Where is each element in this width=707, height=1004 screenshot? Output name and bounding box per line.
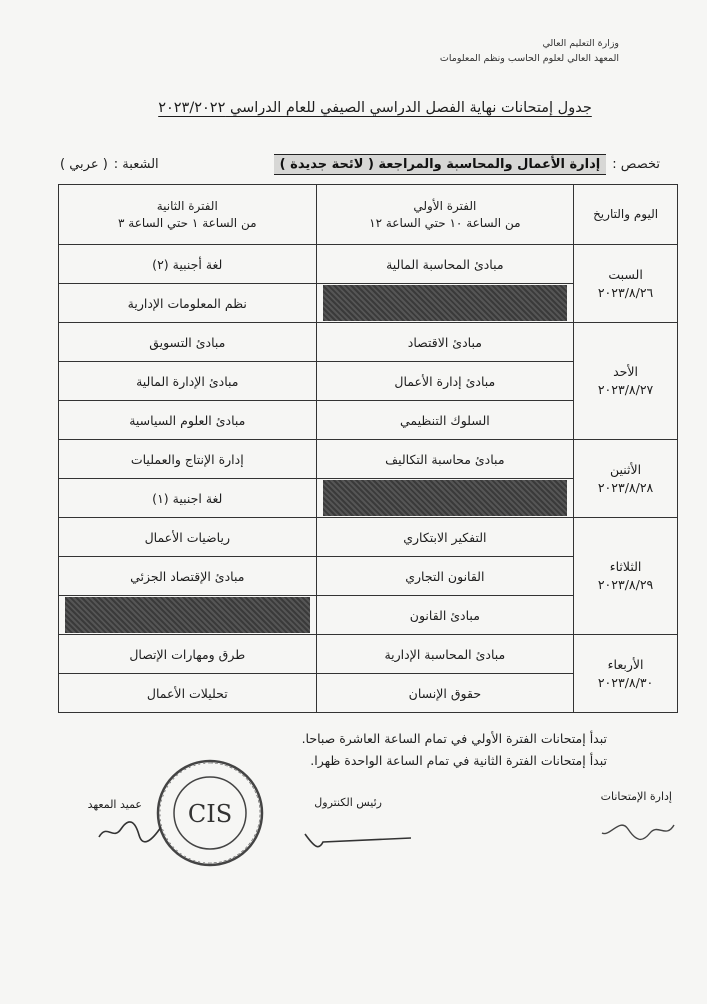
period-2-subject: مبادئ التسويق	[59, 323, 317, 362]
division-value: ( عربي )	[60, 156, 108, 172]
day-date-cell	[574, 635, 678, 713]
schedule-table	[58, 184, 678, 713]
table-row	[59, 518, 678, 557]
period-2-subject: مبادئ الإقتصاد الجزئي	[59, 557, 317, 596]
period-2-title: الفترة الثانية	[156, 198, 218, 213]
period-2-subject: رياضيات الأعمال	[59, 518, 317, 557]
day-date-cell	[574, 440, 678, 518]
schedule-body	[59, 245, 678, 713]
signature-mark-control	[295, 820, 415, 860]
period-1-subject: السلوك التنظيمي	[316, 401, 574, 440]
period-2-subject: إدارة الإنتاج والعمليات	[59, 440, 317, 479]
period-1-subject: القانون التجاري	[316, 557, 574, 596]
redaction-bar	[65, 597, 310, 633]
period-1-subject: مبادئ القانون	[316, 596, 574, 635]
table-row	[59, 440, 678, 479]
period-2-subject: تحليلات الأعمال	[59, 674, 317, 713]
period-1-subject: حقوق الإنسان	[316, 674, 574, 713]
period-2-subject: مبادئ العلوم السياسية	[59, 401, 317, 440]
signature-exams-admin: إدارة الإمتحانات	[600, 790, 672, 803]
signature-mark-dean	[95, 815, 165, 845]
period-1-title: الفترة الأولي	[413, 198, 477, 213]
exam-date: ٢٠٢٣/٨/٢٨	[597, 479, 654, 495]
ministry-name: وزارة التعليم العالي	[542, 38, 619, 49]
table-header-row	[59, 185, 678, 245]
note-line-1: تبدأ إمتحانات الفترة الأولي في تمام الساعة العاشرة صباحا.	[301, 731, 607, 746]
signature-mark-exams	[598, 815, 678, 845]
day-name: السبت	[608, 266, 643, 282]
exam-date: ٢٠٢٣/٨/٢٧	[597, 382, 654, 397]
stamp-initials: CIS	[187, 800, 233, 828]
header-period-2	[59, 185, 317, 245]
specialization-line	[60, 150, 660, 178]
division-label: الشعبة :	[113, 156, 159, 172]
period-1-time: من الساعة ١٠ حتي الساعة ١٢	[369, 215, 521, 230]
signature-dean: عميد المعهد	[87, 798, 142, 811]
specialization-label: تخصص :	[612, 156, 660, 172]
period-1-subject: مبادئ المحاسبة المالية	[316, 245, 574, 284]
day-name: الأثنين	[609, 461, 642, 477]
signature-control-head: رئيس الكنترول	[314, 796, 382, 809]
redaction-bar	[323, 285, 568, 321]
day-date-cell	[574, 323, 678, 440]
period-2-subject: طرق ومهارات الإتصال	[59, 635, 317, 674]
division	[60, 157, 159, 172]
period-1-subject: مبادئ إدارة الأعمال	[316, 362, 574, 401]
exam-date: ٢٠٢٣/٨/٢٦	[597, 284, 654, 300]
period-1-subject: مبادئ محاسبة التكاليف	[316, 440, 574, 479]
note-line-2: تبدأ إمتحانات الفترة الثانية في تمام الساعة الواحدة ظهرا.	[310, 753, 607, 768]
redaction-bar	[323, 480, 568, 516]
exam-date: ٢٠٢٣/٨/٢٩	[597, 577, 654, 592]
period-1-subject: مبادئ الاقتصاد	[316, 323, 574, 362]
redacted-cell	[59, 596, 317, 635]
period-2-subject: نظم المعلومات الإدارية	[59, 284, 317, 323]
period-2-subject: لغة أجنبية (٢)	[59, 245, 317, 284]
header-period-1	[316, 185, 574, 245]
exam-date: ٢٠٢٣/٨/٣٠	[597, 674, 654, 690]
day-name: الأربعاء	[607, 656, 644, 672]
period-2-subject: لغة اجنبية (١)	[59, 479, 317, 518]
period-1-subject: مبادئ المحاسبة الإدارية	[316, 635, 574, 674]
redacted-cell	[316, 479, 574, 518]
day-name: الثلاثاء	[609, 559, 642, 574]
day-date-cell	[574, 245, 678, 323]
institute-stamp	[155, 758, 265, 868]
period-2-subject: مبادئ الإدارة المالية	[59, 362, 317, 401]
document-title: جدول إمتحانات نهاية الفصل الدراسي الصيفي للعام الدراسي ٢٠٢٣/٢٠٢٢	[158, 100, 592, 116]
header-day-date: اليوم والتاريخ	[574, 185, 678, 245]
period-2-time: من الساعة ١ حتي الساعة ٣	[118, 215, 257, 230]
table-row	[59, 323, 678, 362]
table-row	[59, 635, 678, 674]
header-organization	[419, 36, 619, 66]
period-1-subject: التفكير الابتكاري	[316, 518, 574, 557]
institute-name: المعهد العالي لعلوم الحاسب ونظم المعلومات	[439, 53, 619, 64]
day-name: الأحد	[613, 364, 638, 379]
specialization-value: إدارة الأعمال والمحاسبة والمراجعة ( لائحة جديدة )	[274, 154, 607, 175]
day-date-cell	[574, 518, 678, 635]
table-row	[59, 245, 678, 284]
redacted-cell	[316, 284, 574, 323]
